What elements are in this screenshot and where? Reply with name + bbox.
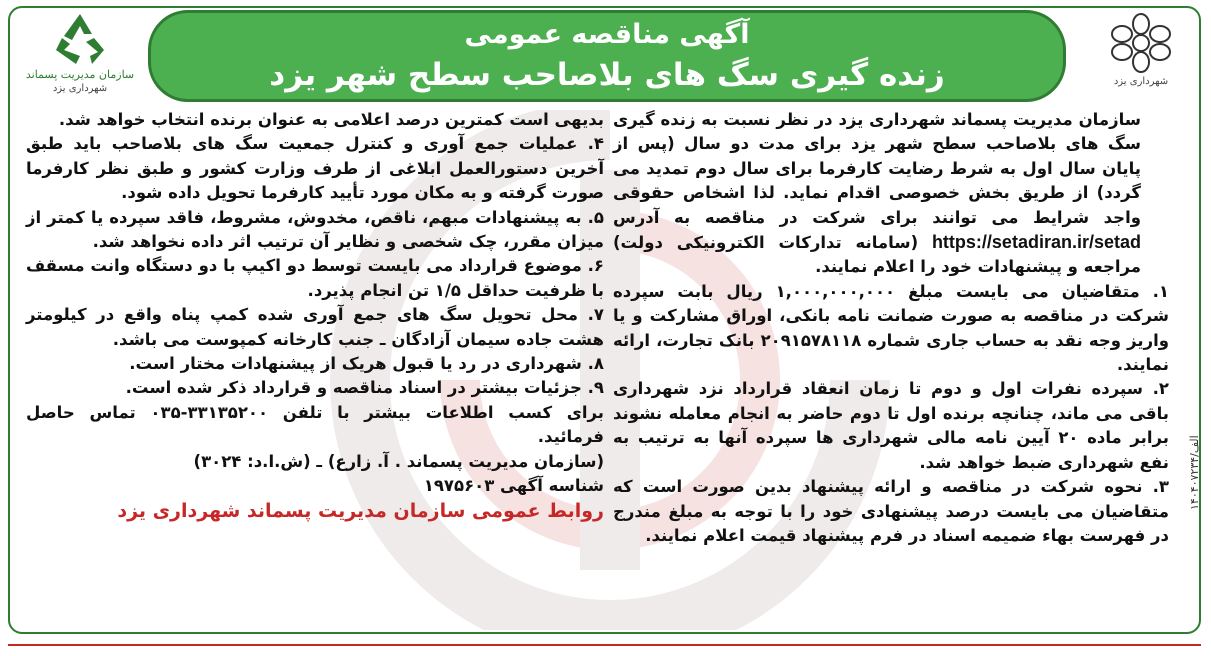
side-reference-code: الف/۱۴۰۴۰۷۲۳۴ xyxy=(1188,435,1201,510)
left-text-column xyxy=(26,108,604,523)
condition-item-3-continued: بدیهی است کمترین درصد اعلامی به عنوان برنده انتخاب خواهد شد. xyxy=(58,110,604,129)
public-relations-footer: روابط عمومی سازمان مدیریت پسماند شهرداری یزد xyxy=(117,499,604,522)
condition-item-4: ۴. عملیات جمع آوری و کنترل جمعیت سگ های بلاصاحب باید طبق آخرین دستورالعمل ابلاغی از طرف وزارت کشور و طبق نظر کارفرما صورت گرفته و به مکان مورد تأیید کارفرما تحویل داده شود. xyxy=(26,134,604,203)
condition-item-9: ۹. جزئیات بیشتر در اسناد مناقصه و قرارداد ذکر شده است. xyxy=(125,378,604,398)
condition-item-8: ۸. شهرداری در رد یا قبول هریک از پیشنهادات مختار است. xyxy=(129,354,604,374)
right-text-column xyxy=(613,108,1169,548)
condition-item-1: ۱. متقاضیان می بایست مبلغ ۱,۰۰۰,۰۰۰,۰۰۰ ریال بابت سپرده شرکت در مناقصه به صورت ضمانت نامه بانکی، اوراق مشارکت و یا واریز وجه نقد به حساب جاری شماره ۲۰۹۱۵۷۸۱۱۸ بانک تجارت، ارائه نمایند. xyxy=(613,281,1169,375)
recycle-icon xyxy=(50,12,110,66)
condition-item-7: ۷. محل تحویل سگ های جمع آوری شده کمپ پناه واقع در کیلومتر هشت جاده سیمان آزادگان ـ جنب کارخانه کمپوست می باشد. xyxy=(26,305,604,349)
setad-url-link[interactable]: https://setadiran.ir/setad xyxy=(931,232,1141,253)
condition-item-5: ۵. به پیشنهادات مبهم، ناقص، مخدوش، مشروط، فاقد سپرده یا کمتر از میزان مقرر، چک شخصی و نظایر آن ترتیب اثر داده نخواهد شد. xyxy=(26,207,604,252)
waste-organization-logo xyxy=(20,12,140,102)
intro-paragraph xyxy=(613,108,1169,280)
bottom-divider xyxy=(8,644,1201,646)
waste-organization-caption: سازمان مدیریت پسماند xyxy=(25,68,135,81)
waste-organization-subcaption: شهرداری یزد xyxy=(52,83,108,94)
municipality-logo-caption: شهرداری یزد xyxy=(1113,76,1169,87)
notice-type-title: آگهی مناقصه عمومی xyxy=(464,19,750,50)
condition-item-2: ۲. سپرده نفرات اول و دوم تا زمان انعقاد قرارداد نزد شهرداری باقی می ماند، چنانچه برنده اول تا دوم حاضر به انجام معامله نشوند برابر ماده ۲۰ آیین نامه مالی شهرداری ها سپرده آنها به ترتیب به نفع شهرداری ضبط خواهد شد. xyxy=(613,379,1169,472)
flower-emblem-icon xyxy=(1108,12,1174,74)
condition-item-6: ۶. موضوع قرارداد می بایست توسط دو اکیپ با دو دستگاه وانت مسقف با ظرفیت حداقل ۱/۵ تن انجام پذیرد. xyxy=(26,256,604,300)
title-banner xyxy=(148,10,1066,102)
municipality-logo xyxy=(1091,12,1191,96)
intro-text: سازمان مدیریت پسماند شهرداری یزد در نظر نسبت به زنده گیری سگ های بلاصاحب سطح شهر یزد برای مدت دو سال (پس از پایان سال اول به شرط رضایت کارفرما برای سال دوم تمدید می گردد) از طریق بخش خصوصی اقدام نماید. لذا اشخاص حقوقی واجد شرایط می توانند برای شرکت در مناقصه به آدرس xyxy=(613,110,1141,227)
intro-text-after-url: (سامانه تدارکات الکترونیکی دولت) مراجعه و پیشنهادات خود را اعلام نمایند. xyxy=(613,233,1141,277)
ad-id: شناسه آگهی ۱۹۷۵۶۰۳ xyxy=(423,476,604,496)
contact-phone-line: برای کسب اطلاعات بیشتر با تلفن ۳۳۱۳۵۲۰۰-۰۳۵ تماس حاصل فرمائید. xyxy=(26,402,604,447)
signature-line: (سازمان مدیریت پسماند . آ. زارع) ـ (ش.ا.د: ۳۰۲۴) xyxy=(193,451,604,471)
notice-subject-title: زنده گیری سگ های بلاصاحب سطح شهر یزد xyxy=(269,57,945,93)
condition-item-3: ۳. نحوه شرکت در مناقصه و ارائه پیشنهاد بدین صورت است که متقاضیان می بایست درصد پیشنهادی خود را با توجه به مبلغ مندرج در فهرست بهاء ضمیمه اسناد در فرم پیشنهاد قیمت اعلام نمایند. xyxy=(613,477,1169,545)
